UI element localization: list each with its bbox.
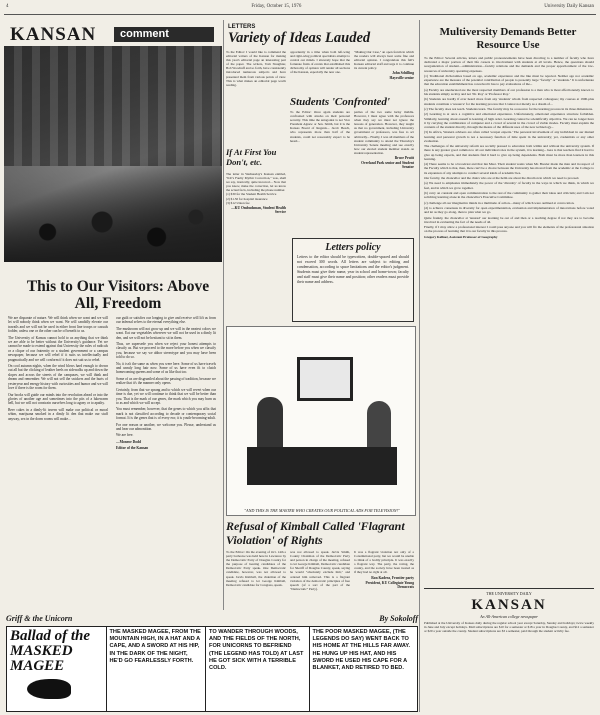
comic-panel-title: Ballad of the MASKED MAGEE (10, 628, 91, 674)
policy-headline: Letters policy (325, 242, 381, 253)
students-headline: Students 'Confronted' (290, 96, 390, 108)
editorial-headline: This to Our Visitors: Above All, Freedom (26, 278, 210, 312)
photo-crowd (4, 162, 222, 262)
comic-panel-text: THE POOR MASKED MAGEE, (THE LEGENDS DO SAY) WENT BACK TO HIS HOME AT THE HILLS FAR AWAY. HE HUNG UP HIS HAT, AND HIS SWORD HE USED HIS CAPE FOR A BLANKET, AND RETIRED TO BED. (312, 629, 411, 672)
editorial-para: The mushroom will not grow up and we will in the neatest colors we want. Eat our vegetables wherever we will not be used in a dimly lit den, and we will not be hesitant to sit in them. (116, 326, 216, 340)
editorial-para: We are disparate of nature. We will think when we want and we will let will nobody think when we want. We will candidly elevate our travails and we will not be used in either front line troops or casuals fodder, unless one or the other can be of benefit to us. (8, 316, 108, 334)
masthead-name: KANSAN (10, 24, 97, 45)
editorial-para: Thus, we supersede you when we reject your honest attempts to classify us. But we proceed to the more before you when we classify you, because we say we abhor stereotype and you may have been told to do so. (116, 342, 216, 360)
multiversity-signature: Gregory Kellner, Assistant Professor of Geography (424, 234, 498, 239)
cartoon-desk (247, 447, 397, 485)
page-header (6, 4, 594, 14)
multiversity-para: (c) challenge all our imaginative minds in a multitude of action—many of which were outlined at convocation. (424, 200, 575, 205)
flag-tagline: An All-American college newspaper (480, 614, 538, 619)
unicorn-drawing (27, 679, 71, 699)
refusal-signature: Ron Kadera, Frontier party (371, 575, 414, 580)
editorial-para: The University of Kansas cannot hold to us anything that we think we are able to be better without the University's guidance. Yet we cannot be made to extend against that University the rules of radicals or a clique of our fraternity or a student government or a campus newspaper, because we will rebel if it suits us intellectually and pragmatically and we will conform if it does not suit us to rebel. (8, 335, 108, 362)
multiversity-para: (a) Faculty are uneducated are the most respected members of our profession is a man who is most affectionately known to his students simply as Roy and not 'Dr. Roy' or 'Professor Roy.' (424, 87, 594, 96)
if-at-first-list-item: (3) $12 Union fee (226, 200, 250, 205)
column-rule (223, 20, 224, 610)
if-at-first-letter (226, 172, 286, 214)
flag-body: Published at the University of Kansas daily during the regular school year except Saturday, Sunday and holidays; twice weekly in June and July except holidays. Mail subscriptions are $10 for a semester or $18 a year in Douglas County, and $12 a semester or $20 a year outside the county. Student subscriptions are $3 a semester, paid through the student activity fee. (424, 621, 594, 634)
cartoon-figure-right (367, 401, 391, 449)
students-letter-col-b (354, 110, 414, 169)
students-letter-signature: Bruce Pruitt (394, 156, 414, 161)
cartoon-figure-left (257, 397, 283, 449)
variety-letter-col-b (354, 50, 414, 80)
multiversity-para: (d) to achieve consensus in diversity for open experimentation, evaluation and implementation of innovations before voted and let as they go along, then to plan what we go. (424, 205, 594, 215)
multiversity-para: (a) We need to emphasize immediately the power of the 'diversity' of faculty in the ways in which we think, in which we feel, and in which we grow together. (424, 181, 594, 190)
refusal-letter-col-b: was not allowed to speak. Jarvis Smith, County Chairman of the Democratic Party and person in charge of the meeting, refused to let George Kimball, Democratic candidate for Sheriff of Douglas County, speak, saying he would "absolutely exclude him," and ordered him removed. This is a flagrant violation of the democratic principles of free speech (of a sort of the part of the "Democratic" Party). (290, 550, 350, 591)
comic-panel-text: TO WANDER THROUGH WOODS, AND THE FIELDS OF THE NORTH, FOR UNICORNS TO BEFRIEND (THE LEGEND HAS TOLD) AT LAST HE GOT SICK WITH A TERRIBLE COLD. (209, 629, 304, 672)
comic-author: By Sokoloff (379, 614, 418, 623)
comic-title: Griff & the Unicorn (6, 614, 73, 623)
cartoon-caption: "AND THIS IS THE MASTER WHO CREATES OUR POLITICAL ADS FOR TELEVISION!" (244, 508, 400, 513)
editorial-para: Beer cakes in a dimly-lit tavern will make our political or moral whim, marijuana smoked in a dimly lit den that make our stuff anyway, sex in the dorm rooms will make... (8, 407, 108, 421)
photo-building (4, 46, 222, 166)
kansan-flag-box (424, 588, 594, 714)
multiversity-letter (424, 56, 594, 240)
editorial-para: Some of us are disgruntled about the passing of tradition, because we realize that it's the manner only opens. (116, 376, 216, 386)
editorial-para: We are free. (116, 433, 134, 438)
refusal-letter-col-a: To the Editor: On the evening of Oct. 14th a party barbecue was held here in Lawrence by the Democratic Party of Douglas County for the purpose of hearing candidates of the Democratic Party speak. One Democratic candidate, however, was not allowed to speak. Jarvis Kimball, the chairman of the meeting refused to let George Kimball, Democratic candidate for Congress, speak. (226, 550, 286, 587)
campus-crowd-photo (4, 46, 222, 262)
multiversity-para: (b) carry on constant and open communication to the rest of the community to gather their ideas and criticism; and I am not soliciting learning alone in the chancellor's Executive Committee. (424, 190, 594, 200)
multiversity-para: To the Editor: Several articles, letters and public pronouncements have been directing to a number of faculty who have dedicated a major portion of their life careers to involvement with students at all levels. Hence, the questions should reorganization of student—administration—faculty relations and the demands and the proper apportionment of the low-resources of university operating expenses. (424, 56, 594, 73)
multiversity-para: (3) In Africa, Western advisers are often called 'scarpet experts.' The personal involvement of any individual in our mutual learning and personal growth is not a necessary function of time spent in the university; yet, credentials or any other evaluation. (424, 130, 594, 143)
cartoon-tv-screen (297, 357, 353, 401)
if-at-first-signature: —KU Ombudsman, Student Health Service (231, 205, 286, 214)
multiversity-para: (4) There seems to be a broadcast and that Ian Mast. Their student wants when Mr. Bresler made the man and in respect of the Faculty which is that, then, there can't be a choice between the University has moved from the academic at the College to its expansion of any attempts to conduct several kinds of academic lies. (424, 162, 594, 175)
comic-strip-header (6, 614, 418, 624)
if-at-first-list-item: (2) $1.50 for hospital insurance (226, 196, 268, 201)
paper-title: University Daily Kansan (544, 4, 594, 9)
if-at-first-text: The letter in Wednesday's Kansan entitled, "KU's Faulty Mythic Correction," was, shall we say, ironically, quite incorrect... Now that you know, make the correction, let us know the actual facts, including the phone number. (226, 172, 286, 193)
political-cartoon (226, 326, 416, 516)
refusal-headline: Refusal of Kimball Called 'Flagrant Violation' of Rights (226, 519, 405, 547)
multiversity-para: (c) The faculty does not teach. Students learn. The faculty may be a resource for the learning process in its three dimensions. (424, 106, 593, 111)
multiversity-para: Finally, if I may allow a professional interest I could pass anyone and you will fix the elements of the professional situation on the process of learning that it is our faculty in this process. (424, 225, 594, 234)
kansan-comment-masthead (4, 24, 214, 44)
comic-panel-2 (107, 627, 207, 711)
refusal-signature-2: President, KU Collegiate Young Democrats (365, 580, 414, 589)
editorial-para: Certainly, from that we sprang and to which we will revert when our time is due, yet we will continue to think that we will be better than you. That is the mark of our genes, the mark which you may burn us to as and which we will accept. (116, 387, 216, 405)
letters-policy-box (292, 238, 414, 322)
refusal-letter-col-c (354, 550, 414, 589)
multiversity-para: (b) Students are hardly if ever heard more from any 'students' whom from respected colleagues; my courses at 1900-plus students constitute a 'resource' for the learning process that I cannot not merely as a dream of... (424, 97, 594, 106)
issue-date: Friday, October 15, 1976 (251, 4, 302, 9)
multiversity-para: Our faculty, the chancellor and the chairs who are at the helm are about the direction in which we need to proceed. (424, 175, 580, 180)
editorial-signature: —Monroe Dodd (116, 439, 141, 444)
policy-text: Letters to the editor should be typewritten, double-spaced and should not exceed 300 words. All letters are subject to editing and condensation, according to space limitations and the editor's judgment. Students must give their name, year in school and home-town; faculty and staff must give their name and position; other readers must provide their name and address. (297, 255, 409, 284)
variety-headline: Variety of Ideas Lauded (228, 30, 371, 46)
variety-letter-signature-2: Haysville senior (389, 76, 414, 81)
flag-name: KANSAN (471, 597, 547, 613)
if-at-first-headline: If At First You Don't, etc. (226, 147, 277, 167)
comic-panel-1 (7, 627, 107, 711)
editorial-para: Our books will guide our minds into the revolution ahead or into the glories of another age and sometimes into the pits of a lukewarm hell, but we will not constrain ourselves long to agony or to apathy. (8, 392, 108, 406)
editorial-para: No, it isn't the same as when you were here. Some of us have travels and unruly long hair now. Some of us have even fit to clutch homecoming queens and some of us like that too. (116, 361, 216, 375)
multiversity-para: (1) Traditional dichotomies based on age, academic experience and the like must be rejected. Neither age nor academic experience are the measure of the potential contribution of people to presently large "faculty" or "students." It is unfortunate that the education establishment has conceived it has to pay evaluations of the... (424, 74, 594, 87)
comic-panel-text: THE MASKED MAGEE, FROM THE MOUNTAIN HIGH, IN A HAT AND A CAPE, AND A SWORD AT HIS HIP, IN THE DARK OF THE NIGHT, HE'D GO FEARLESSLY FORTH. (109, 629, 201, 664)
comic-strip (6, 626, 418, 712)
multiversity-para: Quite frankly, the chancellor at 'tenured' our learning be out of and then or a teaching degree if not they are to become involved in evaluating the fact of the needs of all. (424, 215, 594, 224)
refusal-letter-text: It was a flagrant violation not only of a Constitutional party, but we would be unable to think of a bodily principle. It was exactly a flagrant way. The party, the voting, the county, and the society have been treated as if they had no right at all. (354, 550, 414, 575)
editorial-para: You must remember, however, that the genes to which you affix that mark is not classified according to decade or contemporary social format. It is the genes that is of every era; it is youth-becoming-adult. (116, 407, 216, 421)
multiversity-para: The challenges of the university reform are socially pressed to education both within and without the university system. If there is any greater good common to all our individual roles in the system, it is learning... here is that teachers find it hard to give up being experts, and that students find it hard to give up being dependents. Both must be more than learners in this learning. (424, 144, 594, 161)
variety-letter-col-c (290, 50, 350, 75)
students-letter-signature-2: Overland Park senior and Student Senator (361, 161, 414, 170)
variety-letter-text: "Making Our Case," an open forum in which the readers will always hear some fine and editorial opinion. I congratulate this fall's Kansan editorial staff and urge it to continue its current policy. (354, 50, 414, 71)
multiversity-headline: Multiversity Demands Better Resource Use (439, 26, 577, 51)
page-number: 4 (6, 4, 9, 9)
if-at-first-list-item: (1) $30 for the Student Health Service (226, 192, 277, 197)
comic-panel-3 (206, 627, 310, 711)
editorial-column-1 (8, 316, 108, 423)
editorial-column-2 (116, 316, 216, 453)
flag-header-line: THE UNIVERSITY DAILY (486, 591, 532, 596)
variety-letter-signature: John Schilling (392, 71, 414, 76)
header-rule (4, 14, 596, 15)
students-letter-col-a: To the Editor: Once again students are confronted with attacks on their personal security. This time the antagonist is not Vice President Agnew or Sen. Smith, but it is the Kansas Board of Regents... Jacob Beach, who represents more than half of the students, could not reasonably expect to be heard... (290, 110, 350, 143)
editorial-signature-role: Editor of the Kansan (116, 446, 149, 451)
editorial-para: On cool autumn nights, when the wind blows hard enough to drown out all but the clicking of leather heels on sidewalks up and down the slopes and across the streets of the campuses, we will think and dream and remember. We will not sell the snickers and the hurts of yesteryear and energy history with curiosities and humor and we will love if there is the room for them. (8, 364, 108, 391)
variety-letter-col-a: To the Editor: I would like to commend the editorial writers of the Kansan for making this year's editorial page an interesting part of the paper. The writers, Tom Slaughter, Bob Woodruff and so forth, have consistently introduced numerous subjects and have presented them from various points of view. This is what makes an editorial page worth reading. (226, 50, 286, 87)
multiversity-para: (2) Learning is at once a cognitive and emotional experience. Unfortunately, emotional experience structure forbidden. Similarly, learning about oneself is learning of high order. Learning cannot be scientifically objective. We can no longer have it by carrying the combination of computer and a crowd of several in the crowd of viable modes. Faculty must explain the contents of the student directly, through the means of the different uses of the new technology... (424, 112, 594, 129)
column-rule (419, 20, 420, 712)
variety-letter-text: opportunity in a time when both left-wing and right-wing political specialists attempt to control our minds. I sincerely hope that the fortunate fruits of events that established this dichotomy of opinion will render all sections of the Kansan, especially the new one. (290, 50, 350, 75)
editorial-para: our guilt or satisfies our longing to give and receive will lift us from our infernal selves to the eternal everything else. (116, 316, 216, 325)
letters-label: LETTERS (228, 24, 256, 30)
editorial-para: For one reason or another, we welcome you. Please, understand us and hear our admonition. (116, 422, 216, 431)
masthead-section: comment (114, 27, 214, 42)
students-letter-text: parties of the two same lucky middle. However, I must agree with the professors when they say we must not ignore the lessons of generation. However, they taught us that no government, including University government or professors, was free to act arbitrarily... Finally, I was all members of the student community to attend the Thursday's University Senate meeting and see exactly how our elected student member stands on student representation. (354, 110, 414, 155)
comic-panel-4 (310, 627, 417, 711)
